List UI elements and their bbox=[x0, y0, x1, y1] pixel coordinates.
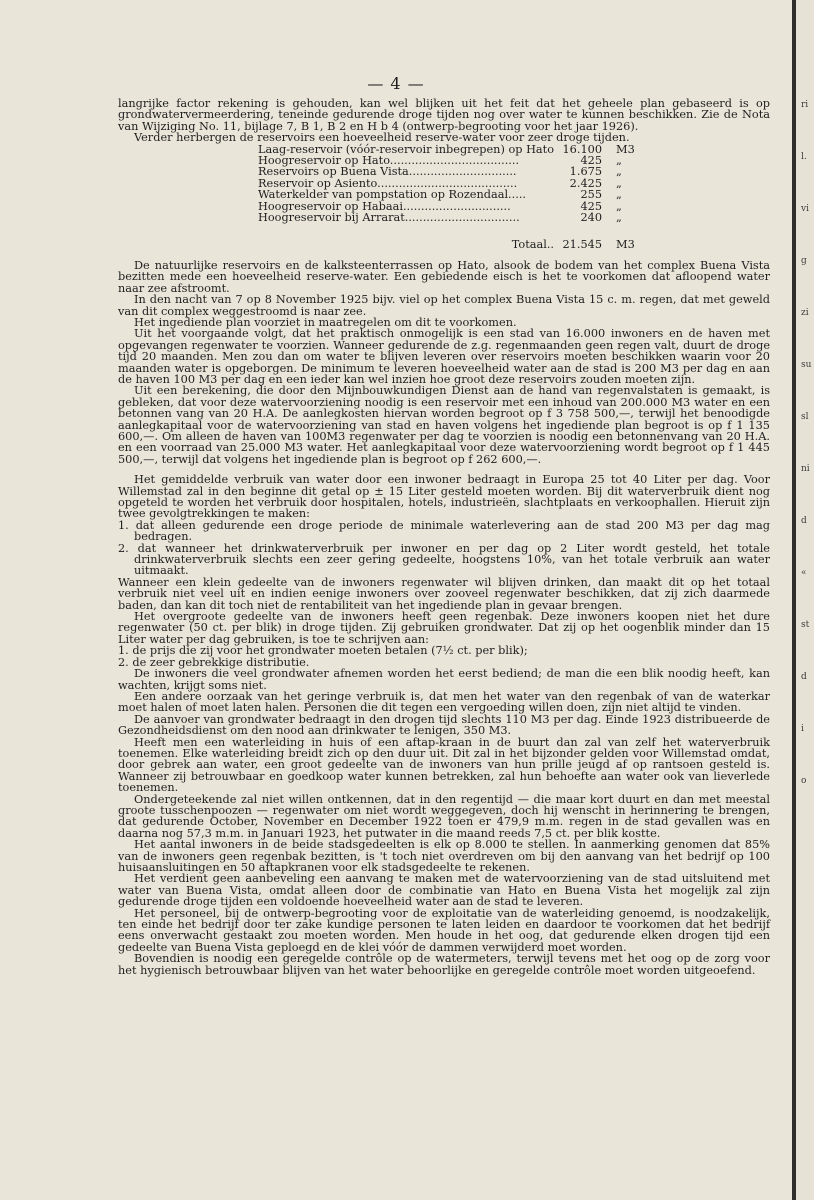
reservoir-amount: 255 bbox=[580, 188, 603, 202]
paragraph: De inwoners die veel grondwater afnemen worden het eerst bediend; de man die een blik noodig heeft, kan wachten, krijgt soms niet. bbox=[118, 667, 770, 692]
paragraph: Het ingediende plan voorziet in maatregelen om dit te voorkomen. bbox=[134, 315, 517, 329]
edge-fragment: « bbox=[801, 568, 807, 578]
list-item: 1. dat alleen gedurende een droge periode de minimale waterlevering aan de stad 200 M3 per dag mag bedragen. bbox=[118, 518, 770, 544]
reservoir-unit: „ bbox=[616, 199, 622, 213]
reservoir-amount: 2.425 bbox=[569, 176, 603, 190]
edge-fragment: l. bbox=[801, 152, 807, 162]
total-unit: M3 bbox=[616, 238, 635, 252]
paragraph: Bovendien is noodig een geregelde contrôle op de watermeters, terwijl tevens met het oog op de zorg voor het hygienisch betrouwbaar blijven van het water behoorlijke en geregelde contrôle moet worden uitgeoefend. bbox=[118, 952, 770, 977]
reservoir-unit: „ bbox=[616, 165, 622, 179]
paragraph: Het overgroote gedeelte van de inwoners heeft geen regenbak. Deze inwoners koopen niet het dure regenwater (50 ct. per blik) in droge tijden. Zij gebruiken grondwater. Dat zij op het oogenblik minder dan 15 Liter water per dag gebruiken, is toe te schrijven aan: bbox=[118, 610, 770, 646]
reservoir-name: Reservoir op Asiento....................................... bbox=[258, 176, 518, 190]
table-intro: Verder herbergen de reservoirs een hoeveelheid reserve-water voor zeer droge tijden. bbox=[134, 131, 630, 145]
reservoir-row bbox=[258, 189, 646, 200]
reservoir-unit: M3 bbox=[616, 142, 635, 156]
reservoir-amount: 240 bbox=[580, 211, 603, 225]
paragraph: Het aantal inwoners in de beide stadsgedeelten is elk op 8.000 te stellen. In aanmerking genomen dat 85% van de inwoners geen regenbak bezitten, is 't toch niet overdreven om bij den aanvang van het bedrijf op 100 huisaansluitingen en 50 aftapkranen voor elk stadsgedeelte te rekenen. bbox=[118, 838, 770, 874]
intro-paragraph: langrijke factor rekening is gehouden, kan wel blijken uit het feit dat het geheele plan gebaseerd is op grondwatervermeerdering, teneinde gedurende droge tijden nog over water te kunnen beschikken. Zie de Nota van Wijziging No. 11, bijlage 7, B 1, B 2 en H b 4 (ontwerp-begrooting voor het jaar 1926). bbox=[118, 97, 770, 133]
edge-fragment: ri bbox=[801, 100, 809, 110]
edge-fragment: d bbox=[801, 516, 807, 526]
edge-fragment: d bbox=[801, 672, 807, 682]
reservoir-name: Hoogreservoir bij Arrarat................................ bbox=[258, 211, 520, 225]
page-number: — 4 — bbox=[367, 74, 425, 93]
paragraph: Uit het voorgaande volgt, dat het praktisch onmogelijk is een stad van 16.000 inwoners en de haven met opgevangen regenwater te voorzien. Wanneer gedurende de z.g. regenmaanden geen regen valt, duurt de droge tijd 20 maanden. Men zou dan om water te blijven leveren over reservoirs moeten beschikken waarin voor 20 maanden water is opgeborgen. De minimum te leveren hoeveelheid water aan de stad is 200 M3 per dag en aan de haven 100 M3 per dag en een ieder kan wel inzien hoe groot deze reservoirs zouden moeten zijn. bbox=[118, 327, 770, 386]
reservoir-unit: „ bbox=[616, 176, 622, 190]
reservoir-amount: 1.675 bbox=[569, 165, 603, 179]
reservoir-unit: „ bbox=[616, 154, 622, 168]
list-item: 1. de prijs die zij voor het grondwater moeten betalen (7½ ct. per blik); bbox=[118, 644, 528, 658]
paragraph: Ondergeteekende zal niet willen ontkennen, dat in den regentijd — die maar kort duurt en dan met meestal groote tusschenpoozen — regenwater om niet wordt weggegeven, doch hij wenscht in herinnering te brengen, dat gedurende October, November en December 1922 toen er 479,9 m.m. regen in de stad gevallen was en daarna nog 57,3 m.m. in Januari 1923, het putwater in die maand reeds 7,5 ct. per blik kostte. bbox=[118, 792, 770, 840]
paragraph: De aanvoer van grondwater bedraagt in den drogen tijd slechts 110 M3 per dag. Einde 1923 distribueerde de Gezondheidsdienst om den nood aan drinkwater te lenigen, 350 M3. bbox=[118, 712, 770, 738]
total-label: Totaal.. bbox=[511, 238, 555, 252]
paragraph: Het verdient geen aanbeveling een aanvang te maken met de watervoorziening van de stad uitsluitend met water van Buena Vista, omdat alleen door de combinatie van Hato en Buena Vista het mogelijk zal zijn gedurende droge tijden een voldoende hoeveelheid water aan de stad te leveren. bbox=[118, 872, 770, 909]
reservoir-amount: 425 bbox=[580, 154, 603, 168]
body-text bbox=[118, 98, 770, 976]
edge-fragment: o bbox=[801, 776, 807, 786]
total-amount: 21.545 bbox=[562, 238, 603, 252]
edge-fragment: vi bbox=[801, 204, 809, 214]
edge-fragment: i bbox=[801, 724, 804, 734]
paragraph: Een andere oorzaak van het geringe verbruik is, dat men het water van den regenbak of van de waterkar moet halen of moet laten halen. Personen die dit tegen een vergoeding willen doen, zijn niet altijd te vinden. bbox=[118, 689, 770, 715]
edge-fragment: ni bbox=[801, 464, 810, 474]
reservoir-name: Waterkelder van pompstation op Rozendaal..... bbox=[258, 188, 527, 202]
paragraph: Heeft men een waterleiding in huis of een aftap-kraan in de buurt dan zal van zelf het waterverbruik toenemen. Elke waterleiding breidt zich op den duur uit. Dit zal in het bijzonder gelden voor Willemstad omdat, door gebrek aan water, een groot gedeelte van de inwoners van hun prille jeugd af op rantsoen gesteld is. Wanneer zij betrouwbaar en goedkoop water kunnen betrekken, zal hun behoefte aan water ook van lieverlede toenemen. bbox=[118, 735, 770, 795]
paragraph: Het personeel, bij de ontwerp-begrooting voor de exploitatie van de waterleiding genoemd, is noodzakelijk, ten einde het bedrijf door ter zake kundige personen te laten leiden en daardoor te voorkomen dat het bedrijf eens onverwacht gestaakt zou moeten worden. Men houde in het oog, dat gedurende elken drogen tijd een gedeelte van Buena Vista geploegd en de klei vóór de dammen verwijderd moet worden. bbox=[118, 906, 770, 954]
paragraphs bbox=[118, 260, 770, 976]
reservoir-table bbox=[258, 144, 646, 251]
reservoir-row bbox=[258, 212, 646, 223]
list-item: 2. de zeer gebrekkige distributie. bbox=[118, 655, 310, 669]
paragraph: Het gemiddelde verbruik van water door een inwoner bedraagt in Europa 25 tot 40 Liter per dag. Voor Willemstad zal in den beginne dit getal op ± 15 Liter gesteld moeten worden. Bij dit waterverbruik dient nog opgeteld te worden het verbruik door hospitalen, hotels, industrieën, slachtplaats en verkoophallen. Hieruit zijn twee gevolgtrekkingen te maken: bbox=[118, 473, 770, 521]
paragraph: In den nacht van 7 op 8 November 1925 bijv. viel op het complex Buena Vista 15 c. m. regen, dat met geweld van dit complex weggestroomd is naar zee. bbox=[118, 293, 770, 318]
reservoir-name: Laag-reservoir (vóór-reservoir inbegrepen) op Hato bbox=[258, 142, 555, 156]
edge-fragment: zi bbox=[801, 308, 809, 318]
edge-fragment: su bbox=[801, 360, 812, 370]
reservoir-unit: „ bbox=[616, 211, 622, 225]
list-item: 2. dat wanneer het drinkwaterverbruik per inwoner en per dag op 2 Liter wordt gesteld, het totale drinkwaterverbruik slechts een zeer gering gedeelte, hoogstens 10%, van het totale verbruik aan water uitmaakt. bbox=[118, 541, 770, 578]
reservoir-name: Hoogreservoir op Hato.................................... bbox=[258, 154, 520, 168]
edge-fragment: st bbox=[801, 620, 810, 630]
total-row bbox=[258, 223, 646, 250]
reservoir-name: Reservoirs op Buena Vista.............................. bbox=[258, 165, 517, 179]
edge-fragment: sl bbox=[801, 412, 809, 422]
reservoir-amount: 425 bbox=[580, 199, 603, 213]
reservoir-name: Hoogreservoir op Habaai.............................. bbox=[258, 199, 511, 213]
paragraph: Wanneer een klein gedeelte van de inwoners regenwater wil blijven drinken, dan maakt dit op het totaal verbruik niet veel uit en indien eenige inwoners over zooveel regenwater beschikken, dat zij zich daarmede baden, dan kan dit toch niet de rentabiliteit van het ingediende plan in gevaar brengen. bbox=[118, 575, 770, 612]
paragraph: De natuurlijke reservoirs en de kalksteenterrassen op Hato, alsook de bodem van het complex Buena Vista bezitten mede een hoeveelheid reserve-water. Een gebiedende eisch is het te voorkomen dat afloopend water naar zee afstroomt. bbox=[118, 258, 770, 295]
reservoir-amount: 16.100 bbox=[562, 142, 603, 156]
adjacent-page-edge bbox=[792, 0, 814, 1200]
paragraph: Uit een berekening, die door den Mijnbouwkundigen Dienst aan de hand van regenvalstaten is gemaakt, is gebleken, dat voor deze watervoorziening noodig is een reservoir met een inhoud van 200.000 M3 water en een betonnen vang van 20 H.A. De aanlegkosten hiervan worden begroot op f 3 758 500,—, terwijl het benoodigde aanlegkapitaal voor de watervoorziening van stad en haven volgens het ingediende plan begroot is op f 1 135 600,—. Om alleen de haven van 100M3 regenwater per dag te voorzien is noodig een betonnenvang van 20 H.A. en een voorraad van 25.000 M3 water. Het aanlegkapitaal voor deze watervoorziening wordt begroot op f 1 445 500,—, terwijl dat volgens het ingediende plan is begroot op f 262 600,—. bbox=[118, 384, 770, 466]
edge-fragment: g bbox=[801, 256, 807, 266]
reservoir-unit: „ bbox=[616, 188, 622, 202]
